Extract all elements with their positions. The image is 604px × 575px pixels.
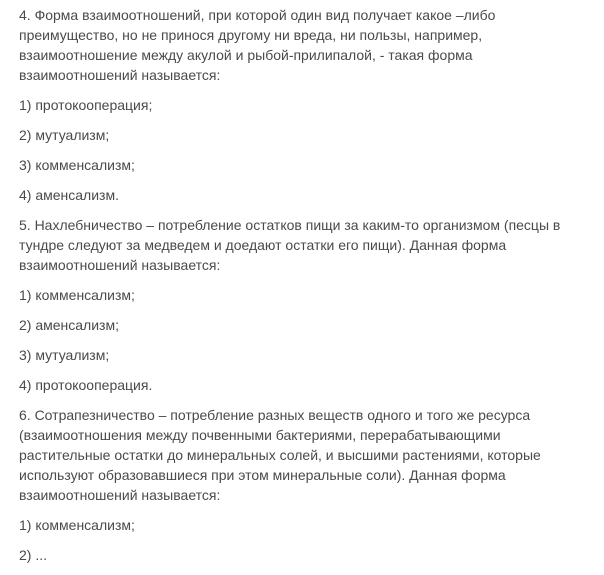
question-4-option-4: 4) аменсализм. [19, 187, 119, 203]
question-6-option-1: 1) комменсализм; [19, 517, 135, 533]
question-5-option-4: 4) протокооперация. [19, 377, 153, 393]
document-body [19, 5, 579, 575]
question-4-text: 4. Форма взаимоотношений, при которой один вид получает какое –либо преимущество, но не принося другому ни вреда, ни пользы, например, взаимоотношение между акулой и рыбой-прилипалой, - такая форма взаимоотношений называется: [19, 7, 496, 83]
question-5-option-2: 2) аменсализм; [19, 317, 119, 333]
question-4-option-1: 1) протокооперация; [19, 97, 153, 113]
question-4-option-3: 3) комменсализм; [19, 157, 135, 173]
question-4-option-2: 2) мутуализм; [19, 127, 110, 143]
question-6-text: 6. Сотрапезничество – потребление разных веществ одного и того же ресурса (взаимоотношения между почвенными бактериями, перерабатывающими растительные остатки до минеральных солей, и высшими растениями, которые используют образовавшиеся при этом минеральные соли). Данная форма взаимоотношений называется: [19, 407, 541, 503]
question-6-option-2: 2) ... [19, 547, 48, 563]
question-5-text: 5. Нахлебничество – потребление остатков пищи за каким-то организмом (песцы в тундре следуют за медведем и доедают остатки его пищи). Данная форма взаимоотношений называется: [19, 217, 561, 273]
question-5-option-1: 1) комменсализм; [19, 287, 135, 303]
question-5-option-3: 3) мутуализм; [19, 347, 110, 363]
